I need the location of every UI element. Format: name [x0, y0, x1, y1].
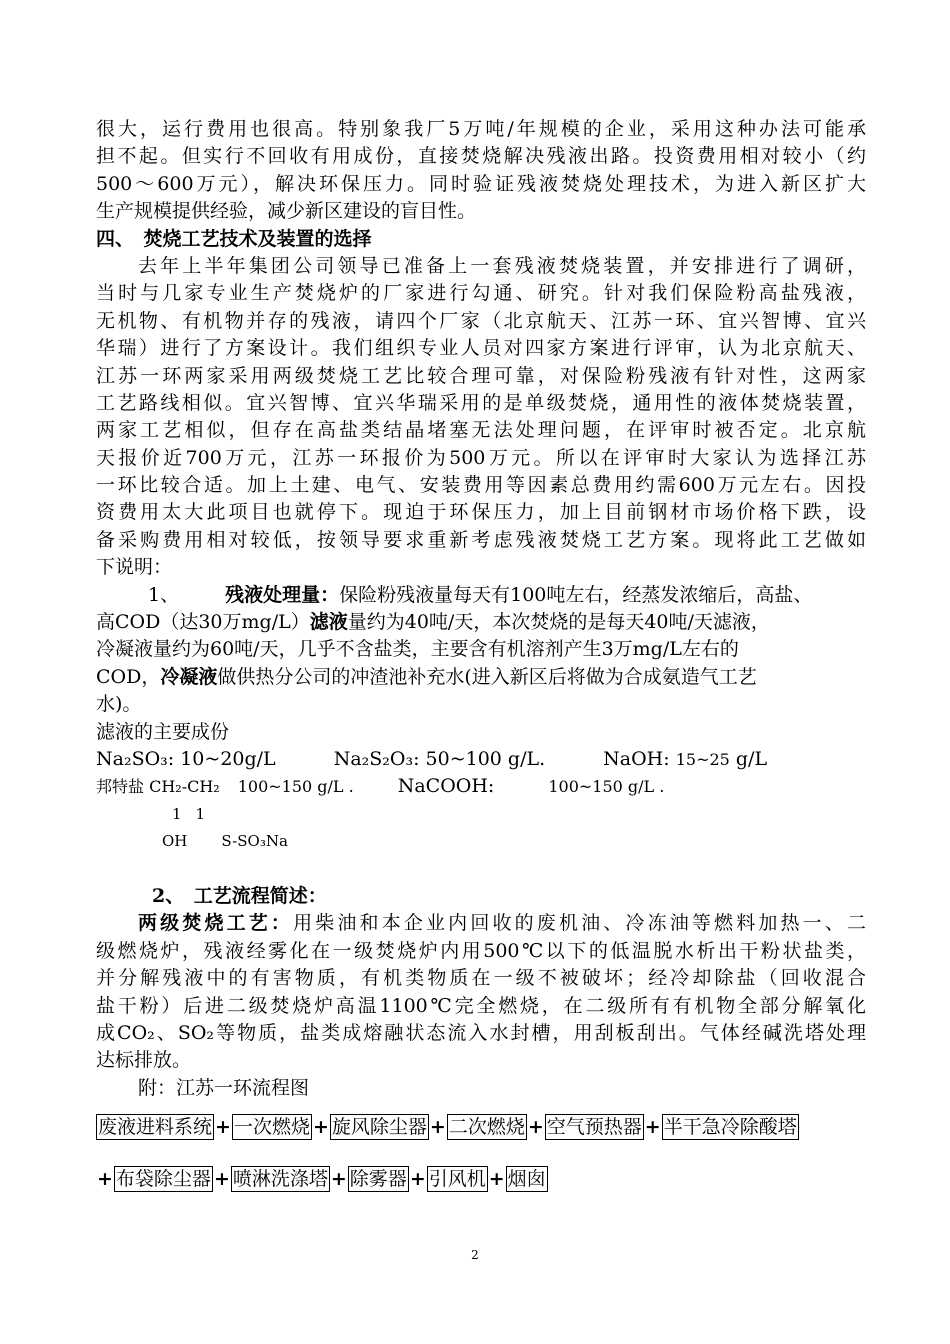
item-text: 量约为40吨/天，本次焚烧的是每天40吨/天滤液， [347, 611, 770, 634]
text-line: 无机物、有机物并存的残液，请四个厂家（北京航天、江苏一环、宜兴智博、宜兴 [96, 309, 866, 332]
text-line: 一环比较合适。加上土建、电气、安装费用等因素总费用约需600万元左右。因投 [96, 474, 866, 497]
item-2-title: 2、 工艺流程简述： [152, 884, 327, 907]
text-line: 工艺路线相似。宜兴智博、宜兴华瑞采用的是单级焚烧，通用性的液体焚烧装置， [96, 391, 866, 414]
flow-step: 一次燃烧 [233, 1116, 310, 1139]
intro-paragraph [96, 116, 866, 226]
section4-paragraph [96, 253, 866, 582]
component: 邦特盐 CH₂-CH₂ [96, 777, 220, 797]
bond-mark: 1 [195, 804, 206, 823]
text-line: 江苏一环两家采用两级焚烧工艺比较合理可靠，对保险粉残液有针对性，这两家 [96, 364, 866, 387]
hydroxyl-group: OH [162, 832, 188, 851]
document-body [96, 116, 866, 1192]
plus-sign: + [97, 1168, 113, 1191]
text-line: 担不起。但实行不回收有用成份，直接焚烧解决残液出路。投资费用相对较小（约 [96, 145, 866, 168]
component: 100~150 g/L . [237, 777, 354, 797]
plus-sign: + [409, 1168, 426, 1191]
text-line [96, 582, 866, 609]
text-line: 500～600万元），解决环保压力。同时验证残液焚烧处理技术，为进入新区扩大 [96, 172, 866, 195]
item-1 [96, 582, 866, 719]
item-text: COD， [96, 665, 161, 688]
text-line: 并分解残液中的有害物质，有机类物质在一级不被破坏；经冷却除盐（回收混合 [96, 967, 866, 990]
plus-sign: + [312, 1116, 329, 1139]
text-line: 下说明： [96, 556, 173, 579]
flow-row-2 [96, 1166, 866, 1192]
flow-step: 半干急冷除酸塔 [663, 1116, 797, 1139]
plus-sign: + [527, 1116, 544, 1139]
composition-row [96, 773, 866, 800]
flow-step: 引风机 [428, 1168, 486, 1191]
flow-step: 空气预热器 [546, 1116, 642, 1139]
text-line: 级燃烧炉，残液经雾化在一级焚烧炉内用500℃以下的低温脱水析出干粉状盐类， [96, 939, 866, 962]
spacer [96, 856, 866, 883]
item-2 [96, 883, 866, 1102]
flow-step: 二次燃烧 [448, 1116, 525, 1139]
text-line [96, 609, 866, 636]
item-label: 两级焚烧工艺： [138, 912, 294, 935]
text-line: 资费用太大此项目也就停下。现迫于环保压力，加上目前钢材市场价格下跌，设 [96, 501, 866, 524]
section-heading: 四、 焚烧工艺技术及装置的选择 [96, 227, 372, 250]
text-line: 两家工艺相似，但存在高盐类结晶堵塞无法处理问题，在评审时被否定。北京航 [96, 419, 866, 442]
text-line: 盐干粉）后进二级焚烧炉高温1100℃完全燃烧，在二级所有有机物全部分解氧化 [96, 994, 866, 1017]
item-text: 保险粉残液量每天有100吨左右，经蒸发浓缩后，高盐、 [339, 583, 813, 606]
text-line [96, 910, 866, 937]
component: 100~150 g/L . [548, 777, 665, 797]
item-emphasis: 冷凝液 [160, 665, 218, 688]
text-line: 很大，运行费用也很高。特别象我厂5万吨/年规模的企业，采用这种办法可能承 [96, 118, 866, 140]
flow-step: 喷淋洗涤塔 [232, 1168, 328, 1191]
plus-sign: + [330, 1168, 347, 1191]
flow-step: 烟囱 [507, 1168, 546, 1191]
flow-row-1 [96, 1114, 866, 1140]
flow-step: 布袋除尘器 [115, 1168, 211, 1191]
structure-bonds [96, 801, 866, 828]
component-value: 15~25 [675, 749, 730, 769]
text-line: 成CO₂、SO₂等物质，盐类成熔融状态流入水封槽，用刮板刮出。气体经碱洗塔处理 [96, 1021, 866, 1044]
plus-sign: + [429, 1116, 446, 1139]
plus-sign: + [488, 1168, 505, 1191]
component-unit: g/L [735, 747, 768, 770]
component: NaOH: [603, 747, 670, 770]
filtrate-composition [96, 719, 866, 856]
attachment-caption: 附：江苏一环流程图 [138, 1076, 310, 1099]
item-label: 残液处理量： [225, 583, 340, 606]
text-line: 水)。 [96, 693, 142, 716]
text-line [96, 664, 866, 691]
composition-row [96, 746, 866, 773]
plus-sign: + [213, 1168, 230, 1191]
flow-step: 废液进料系统 [98, 1116, 213, 1139]
structure-groups [96, 828, 866, 855]
item-text: 做供热分公司的冲渣池补充水(进入新区后将做为合成氨造气工艺 [217, 665, 757, 688]
plus-sign: + [215, 1116, 231, 1139]
flow-step: 除雾器 [349, 1168, 407, 1191]
text-line: 备采购费用相对较低，按领导要求重新考虑残液焚烧工艺方案。现将此工艺做如 [96, 528, 866, 551]
text-line: 当时与几家专业生产焚烧炉的厂家进行勾通、研究。针对我们保险粉高盐残液， [96, 282, 866, 305]
component: Na₂S₂O₃: 50~100 g/L. [333, 747, 546, 770]
text-line: 冷凝液量约为60吨/天，几乎不含盐类，主要含有机溶剂产生3万mg/L左右的 [96, 638, 739, 661]
text-line: 达标排放。 [96, 1049, 192, 1072]
item-text: 高COD（达30万mg/L） [96, 611, 310, 634]
item-number: 1、 [148, 583, 180, 606]
item-emphasis: 滤液 [309, 611, 348, 634]
page-number: 2 [471, 1248, 479, 1262]
component: NaCOOH: [397, 775, 495, 798]
filtrate-title: 滤液的主要成份 [96, 720, 230, 743]
bond-mark: 1 [172, 804, 182, 823]
text-line: 天报价近700万元，江苏一环报价为500万元。所以在评审时大家认为选择江苏 [96, 446, 866, 469]
flow-step: 旋风除尘器 [331, 1116, 427, 1139]
text-line: 生产规模提供经验，减少新区建设的盲目性。 [96, 200, 477, 223]
text-line: 华瑞）进行了方案设计。我们组织专业人员对四家方案进行评审，认为北京航天、 [96, 337, 866, 360]
text-line: 去年上半年集团公司领导已准备上一套残液焚烧装置，并安排进行了调研， [138, 254, 866, 277]
item-text: 用柴油和本企业内回收的废机油、冷冻油等燃料加热一、二 [293, 912, 866, 935]
component: Na₂SO₃: 10~20g/L [96, 747, 276, 770]
plus-sign: + [644, 1116, 661, 1139]
sulfonate-group: S-SO₃Na [221, 832, 288, 851]
